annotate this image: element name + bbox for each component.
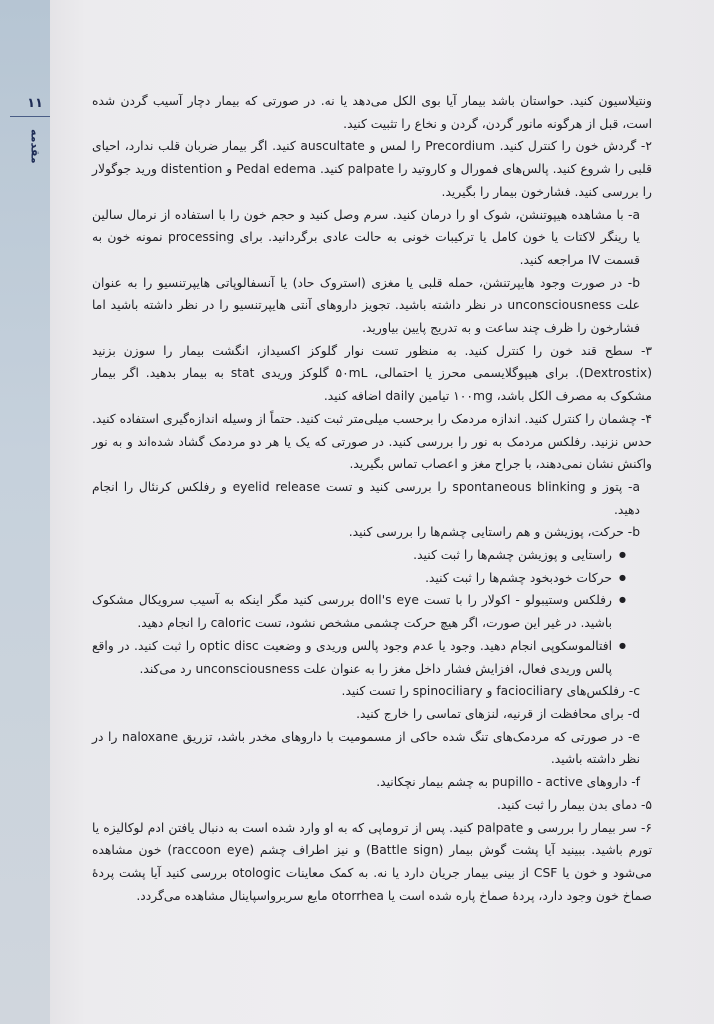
list-item: ● افتالموسکوپی انجام دهید. وجود یا عدم وجود پالس وریدی و وضعیت optic disc را ثبت کنید. در واقع پالس وریدی فعال، افزایش فشار داخل مغز را به عنوان علت unconsciousness رد می‌کند.	[92, 635, 626, 680]
list-item: ● راستایی و پوزیشن چشم‌ها را ثبت کنید.	[92, 544, 626, 567]
item-contact-lenses: d- برای محافظت از قرنیه، لنزهای تماسی را خارج کنید.	[356, 706, 640, 721]
paragraph-circulation: ۲- گردش خون را کنترل کنید. Precordium را لمس و auscultate کنید. اگر بیمار ضربان قلب ندارد، احیای قلبی را شروع کنید. پالس‌های فمورال و کاروتید را palpate کنید. Pedal edema و distention ورید جوگولار را بررسی کنید. فشارخون بیمار را بگیرید.	[92, 139, 652, 199]
paragraph-eyes: ۴- چشمان را کنترل کنید. اندازه مردمک را برحسب میلی‌متر ثبت کنید. حتماً از وسیله اندازه‌گیری استفاده کنید. حدس نزنید. رفلکس مردمک به نور را بررسی کنید. در صورتی که یک یا هر دو مردمک گشاد شده‌اند و به نور واکنش نشان نمی‌دهند، با جراح مغز و اعصاب تماس بگیرید.	[92, 411, 652, 472]
item-reflexes: c- رفلکس‌های faciociliary و spinociliary را تست کنید.	[341, 684, 640, 699]
item-eye-movement: b- حرکت، پوزیشن و هم راستایی چشم‌ها را بررسی کنید.	[348, 525, 640, 540]
page-body	[92, 90, 652, 1010]
eye-checks-list	[92, 544, 652, 680]
section-title: مقدمه	[28, 128, 42, 164]
item-naloxane: e- در صورتی که مردمک‌های تنگ شده حاکی از مسمومیت با داروهای مخدر باشد، تزریق naloxane را در نظر داشته باشید.	[92, 729, 640, 767]
list-item: ● حرکات خودبخود چشم‌ها را ثبت کنید.	[92, 567, 626, 590]
page-margin-strip	[0, 0, 50, 1024]
page-number: ۱۱	[27, 96, 43, 111]
item-hypertension: b- در صورت وجود هایپرتنشن، حمله قلبی یا مغزی (استروک حاد) یا آنسفالوپاتی هایپرتنسیو را به عنوان علت unconsciousness در نظر داشته باشید. تجویز داروهای آنتی هایپرتنسیو را در نظر داشته باشید اما فشارخون را ظرف چند ساعت و به تدریج پایین بیاورید.	[92, 275, 640, 336]
paragraph-ventilation: ونتیلاسیون کنید. حواستان باشد بیمار آیا بوی الکل می‌دهد یا نه. در صورتی که بیمار دچار آسیب گردن شده است، قبل از هرگونه مانور گردن، گردن و نخاع را تثبیت کنید.	[92, 94, 652, 131]
paragraph-head-exam: ۶- سر بیمار را بررسی و palpate کنید. پس از تروماپی که به او وارد شده است به دنبال یافتن ادم لوکالیزه یا تورم باشید. ببینید آیا پشت گوش بیمار (Battle sign) و نیز اطراف چشم (raccoon eye) خون مشاهده می‌شود و خون یا CSF از بینی بیمار جریان دارد یا نه. به کمک معاینات otologic بررسی کنید آیا پشت پردهٔ صماخ خون وجود دارد، پردهٔ صماخ پاره شده است یا otorrhea مایع سربرواسپاینال مشاهده می‌گردد.	[92, 820, 652, 903]
paragraph-temperature: ۵- دمای بدن بیمار را ثبت کنید.	[497, 797, 652, 812]
paragraph-blood-sugar: ۳- سطح قند خون را کنترل کنید. به منظور تست نوار گلوکز اکسیداز، انگشت بیمار را سوزن بزنید (Dextrostix). برای هیپوگلایسمی محرز یا احتمالی، ۵۰mL گلوکز وریدی stat به بیمار بدهید. اگر بیمار مشکوک به مصرف الکل باشد، ۱۰۰mg تیامین daily اضافه کنید.	[92, 343, 653, 404]
list-item: ● رفلکس وستیبولو - اکولار را با تست doll's eye بررسی کنید مگر اینکه به آسیب سرویکال مشکوک باشید. در غیر این صورت، اگر هیچ حرکت چشمی مشخص نشود، تست caloric را انجام دهید.	[92, 589, 626, 634]
item-hypotension: a- با مشاهده هیپوتنشن، شوک او را درمان کنید. سرم وصل کنید و حجم خون را با استفاده از نرمال سالین یا رینگر لاکتات یا خون کامل یا ترکیبات خونی به حالت عادی برگردانید. برای processing نمونه خون به قسمت IV مراجعه کنید.	[92, 207, 640, 267]
margin-rule	[10, 116, 50, 117]
item-ptosis: a- پتوز و spontaneous blinking را بررسی کنید و تست eyelid release و رفلکس کرنئال را انجام دهید.	[92, 479, 640, 517]
item-pupillo-active: f- داروهای pupillo - active به چشم بیمار نچکانید.	[376, 775, 640, 790]
